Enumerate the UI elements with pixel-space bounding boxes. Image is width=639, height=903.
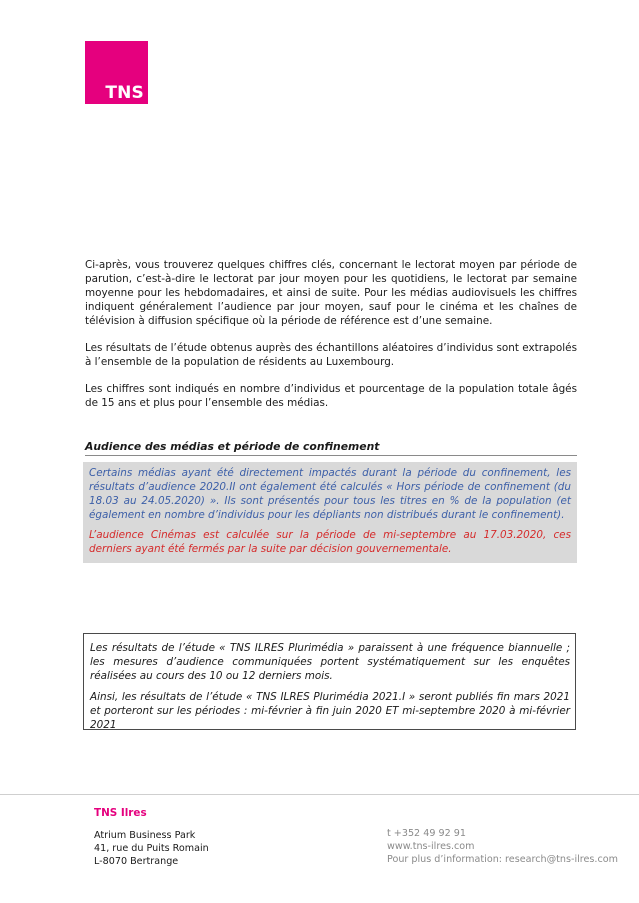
intro-paragraph: Les résultats de l’étude obtenus auprès des échantillons aléatoires d’individus sont extrapolés à l’ensemble de la population de résidents au Luxembourg. (85, 342, 577, 368)
publication-schedule-note: Ainsi, les résultats de l’étude « TNS ILRES Plurimédia 2021.I » seront publiés fin mars 2021 et porteront sur les périodes : mi-février à fin juin 2020 ET mi-septembre 2020 à mi-février 2021 (90, 691, 570, 731)
footer-company-name: TNS Ilres (94, 807, 147, 819)
cinema-notice: L’audience Cinémas est calculée sur la période de mi-septembre au 17.03.2020, ces derniers ayant été fermés par la suite par décision gouvernementale. (89, 529, 571, 555)
publication-frequency-note: Les résultats de l’étude « TNS ILRES Plurimédia » paraissent à une fréquence biannuelle ; les mesures d’audience communiquées portent systématiquement sur les enquêtes réalisées au cours des 10 ou 12 derniers mois. (90, 642, 570, 682)
footer-phone: t +352 49 92 91 (387, 828, 466, 839)
intro-paragraph: Les chiffres sont indiqués en nombre d’individus et pourcentage de la population totale âgés de 15 ans et plus pour l’ensemble des médias. (85, 383, 577, 409)
address-line: L-8070 Bertrange (94, 856, 179, 867)
footer-website[interactable]: www.tns-ilres.com (387, 841, 475, 852)
intro-paragraph: Ci-après, vous trouverez quelques chiffres clés, concernant le lectorat moyen par période de parution, c’est-à-dire le lectorat par jour moyen pour les quotidiens, le lectorat par semaine moyenne pour les hebdomadaires, et ainsi de suite. Pour les médias audiovisuels les chiffres indiquent généralement l’audience par jour moyen, sauf pour le cinéma et les chaînes de télévision à diffusion spécifique où la période de référence est d’une semaine. (85, 259, 577, 327)
section-title: Audience des médias et période de confinement (85, 440, 577, 456)
confinement-notice-box (83, 462, 577, 563)
footer-contact (387, 827, 618, 866)
footer-divider (0, 794, 639, 795)
tns-logo (85, 41, 148, 104)
address-line: 41, rue du Puits Romain (94, 843, 209, 854)
address-line: Atrium Business Park (94, 830, 196, 841)
intro-text (85, 258, 577, 423)
publication-note-box (83, 633, 576, 730)
footer-info-email[interactable]: Pour plus d’information: research@tns-ilres.com (387, 854, 618, 865)
footer-address (94, 829, 209, 868)
confinement-notice: Certains médias ayant été directement impactés durant la période du confinement, les résultats d’audience 2020.II ont également été calculés « Hors période de confinement (du 18.03 au 24.05.2020) ». Ils sont présentés pour tous les titres en % de la population (et également en nombre d’individus pour les dépliants non distribués durant le confinement). (89, 467, 571, 521)
logo-text: TNS (105, 83, 144, 103)
